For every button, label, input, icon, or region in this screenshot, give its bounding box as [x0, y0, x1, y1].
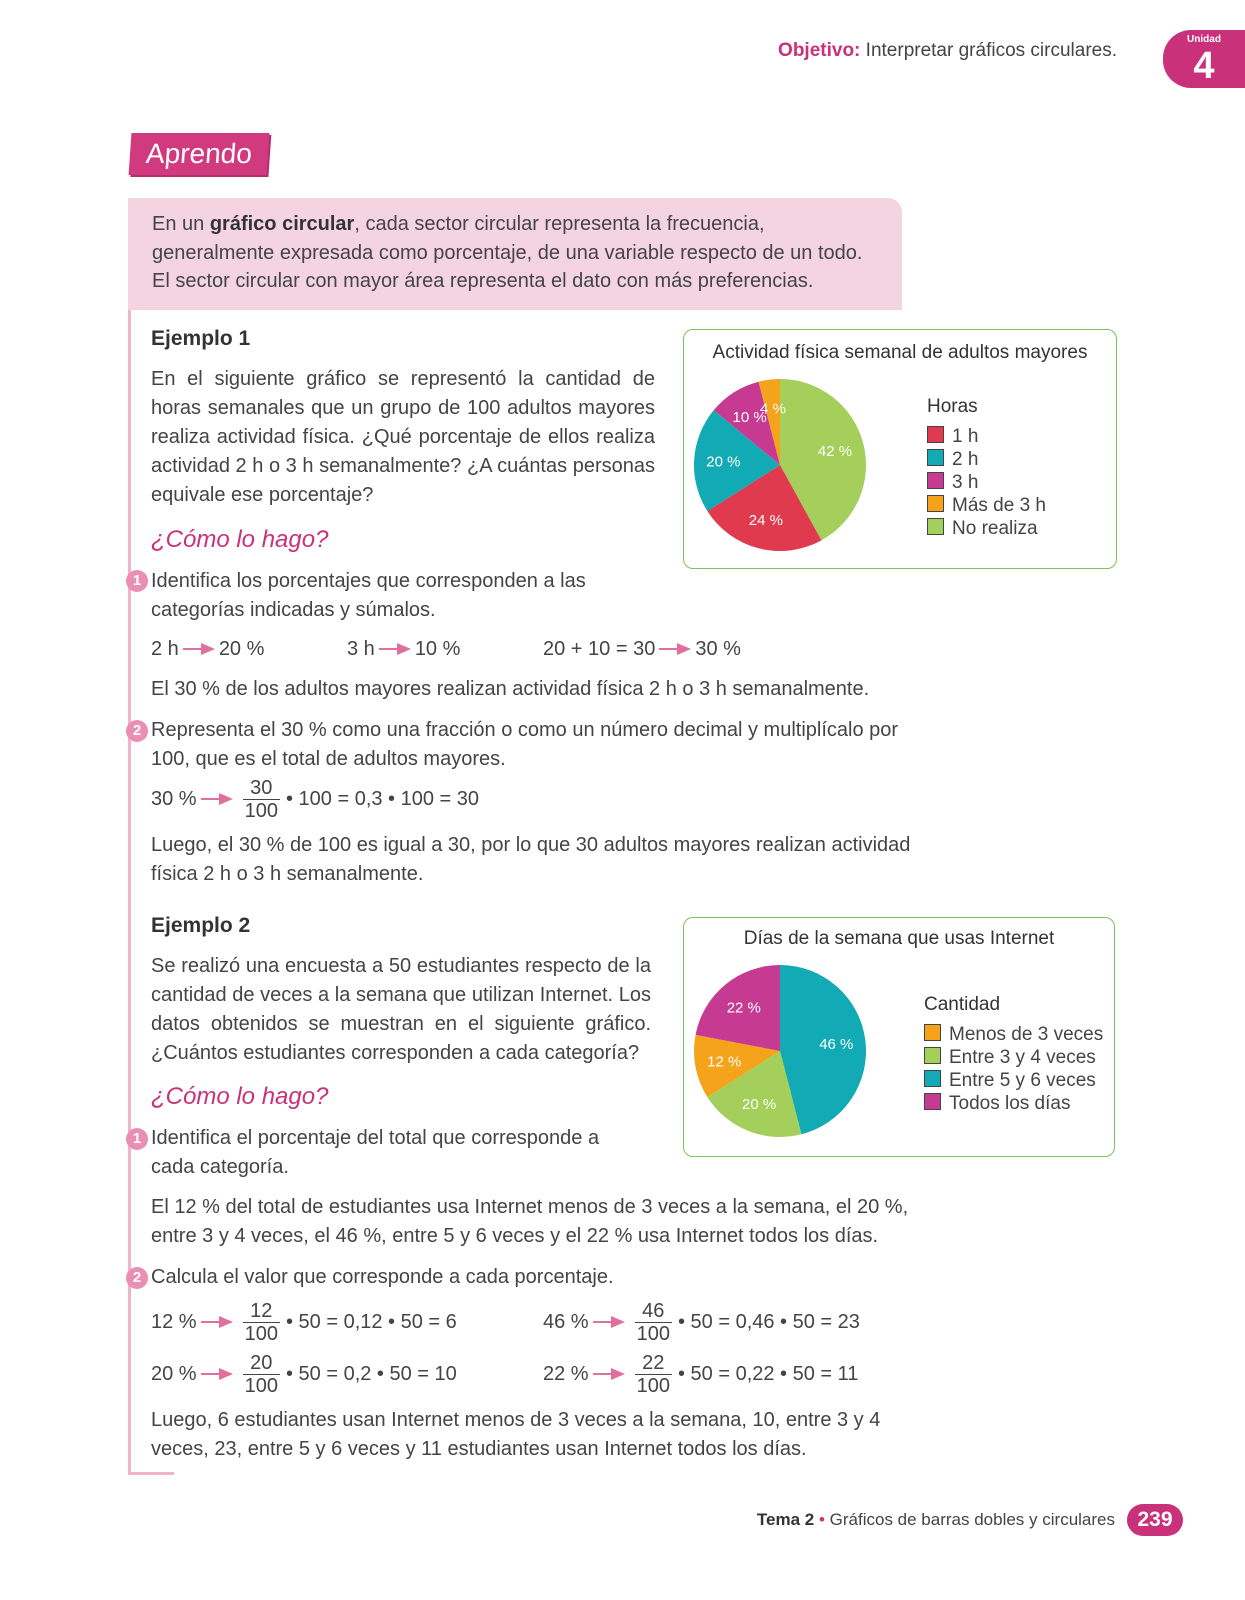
definition-post: , cada sector circular representa la frecuencia, generalmente expresada como porcentaje, de una variable respecto de un todo. El sector circular con mayor área representa el dato con más preferencias.: [152, 213, 863, 292]
arrow-icon: [593, 1363, 625, 1386]
definition-text: [152, 210, 882, 296]
unit-label: Unidad: [1187, 34, 1221, 45]
definition-term: gráfico circular: [209, 213, 355, 235]
chart1-pie: [692, 378, 882, 558]
legend-item: [924, 1092, 1103, 1115]
legend-label: No realiza: [952, 518, 1038, 539]
legend-label: Entre 3 y 4 veces: [949, 1047, 1096, 1068]
footer-topic: Tema 2: [756, 1510, 815, 1529]
chart2-pie: [692, 964, 882, 1144]
example2-step2-text: Calcula el valor que corresponde a cada porcentaje.: [151, 1266, 614, 1288]
fraction: [635, 1300, 672, 1345]
calc-46-left: 46 %: [543, 1310, 589, 1333]
legend-item: [927, 471, 1046, 494]
legend-item: [924, 1023, 1103, 1046]
objective-label: Objetivo:: [778, 40, 861, 61]
footer-bullet: •: [818, 1510, 825, 1529]
example2-step1-text: Identifica el porcentaje del total que corresponde a cada categoría.: [151, 1127, 600, 1178]
chart1-legend: [927, 425, 1046, 540]
legend-label: Entre 5 y 6 veces: [949, 1070, 1096, 1091]
fraction-numerator: 30: [243, 777, 280, 800]
slice-label: 20 %: [706, 453, 741, 471]
legend-item: [927, 517, 1046, 540]
fraction-numerator: 20: [243, 1352, 280, 1375]
example2-how: ¿Cómo lo hago?: [151, 1083, 329, 1110]
fraction-denominator: 100: [244, 1375, 278, 1397]
calc-fraction-30: [151, 777, 479, 822]
legend-item: [927, 448, 1046, 471]
legend-swatch: [924, 1070, 941, 1087]
step-badge: 2: [126, 1267, 148, 1289]
calc-12-left: 12 %: [151, 1310, 197, 1333]
calc-20: [151, 1352, 457, 1397]
chart2-legend: [924, 1023, 1103, 1115]
fraction-numerator: 22: [635, 1352, 672, 1375]
arrow-icon: [201, 788, 233, 811]
objective-text: Interpretar gráficos circulares.: [865, 40, 1117, 61]
legend-label: Menos de 3 veces: [949, 1024, 1104, 1045]
legend-item: [927, 494, 1046, 517]
legend-item: [924, 1046, 1103, 1069]
calc-46: [543, 1300, 860, 1345]
fraction: [243, 1300, 280, 1345]
slice-label: 46 %: [819, 1035, 854, 1053]
legend-label: Todos los días: [949, 1093, 1071, 1114]
example2-title: Ejemplo 2: [151, 914, 251, 937]
fraction-denominator: 100: [244, 1323, 278, 1345]
calc-3h-right: 10 %: [414, 638, 461, 660]
calc-2h-right: 20 %: [218, 638, 265, 660]
calc-sum-right: 30 %: [695, 638, 741, 660]
legend-swatch: [927, 518, 944, 535]
arrow-icon: [659, 638, 691, 661]
calc-3h: [347, 638, 460, 661]
chart2-title: Días de la semana que usas Internet: [743, 928, 1055, 949]
fraction: [635, 1352, 672, 1397]
calc-22-rest: • 50 = 0,22 • 50 = 11: [677, 1362, 859, 1385]
legend-item: [924, 1069, 1103, 1092]
legend-swatch: [927, 472, 944, 489]
fraction-numerator: 12: [243, 1300, 280, 1323]
calc-20-rest: • 50 = 0,2 • 50 = 10: [285, 1362, 457, 1385]
legend-item: [927, 425, 1046, 448]
legend-swatch: [927, 426, 944, 443]
legend-label: 3 h: [952, 472, 979, 493]
legend-label: 2 h: [952, 449, 979, 470]
calc-22-left: 22 %: [543, 1362, 589, 1385]
legend-swatch: [927, 495, 944, 512]
calc-46-rest: • 50 = 0,46 • 50 = 23: [677, 1310, 860, 1333]
calc-20-left: 20 %: [151, 1362, 197, 1385]
arrow-icon: [183, 638, 215, 661]
calc-2h-left: 2 h: [151, 638, 179, 660]
legend-swatch: [927, 449, 944, 466]
legend-swatch: [924, 1093, 941, 1110]
slice-label: 20 %: [742, 1095, 777, 1113]
fraction: [243, 1352, 280, 1397]
slice-label: 42 %: [817, 442, 853, 460]
calc-12: [151, 1300, 457, 1345]
fraction-denominator: 100: [244, 800, 278, 822]
arrow-icon: [593, 1311, 625, 1334]
example2-conclusion: Luego, 6 estudiantes usan Internet menos de 3 veces a la semana, 10, entre 3 y 4 veces, 23, entre 5 y 6 veces y 11 estudiantes usan Internet todos los días.: [151, 1409, 881, 1460]
legend-swatch: [924, 1047, 941, 1064]
example1-step2-text: Representa el 30 % como una fracción o como un número decimal y multiplícalo por 100, que es el total de adultos mayores.: [151, 719, 899, 770]
slice-label: 24 %: [748, 511, 783, 529]
chart1-box: [683, 329, 1117, 569]
example1-step1-text: Identifica los porcentajes que corresponden a las categorías indicadas y súmalos.: [151, 570, 586, 621]
example1-title: Ejemplo 1: [151, 327, 251, 350]
calc-2h: [151, 638, 264, 661]
fraction-numerator: 46: [635, 1300, 672, 1323]
arrow-icon: [379, 638, 411, 661]
arrow-icon: [201, 1363, 233, 1386]
chart1-title: Actividad física semanal de adultos mayores: [712, 342, 1088, 363]
step-badge: 2: [126, 720, 148, 742]
slice-label: 22 %: [726, 999, 761, 1017]
fraction-denominator: 100: [636, 1375, 670, 1397]
arrow-icon: [201, 1311, 233, 1334]
slice-label: 12 %: [707, 1053, 742, 1071]
bottom-line: [128, 1472, 174, 1475]
chart2-legend-title: Cantidad: [924, 994, 1001, 1015]
unit-tab: [1163, 30, 1245, 88]
example2-result: El 12 % del total de estudiantes usa Internet menos de 3 veces a la semana, el 20 %, entre 3 y 4 veces, el 46 %, entre 5 y 6 veces y el 22 % usa Internet todos los días.: [151, 1196, 909, 1247]
calc-22: [543, 1352, 858, 1397]
definition-pre: En un: [152, 213, 210, 235]
legend-label: 1 h: [952, 426, 979, 447]
slice-label: 4 %: [759, 400, 786, 418]
calc-frac-left: 30 %: [151, 787, 197, 810]
step-badge: 1: [126, 1128, 148, 1150]
slice-label: 10 %: [732, 409, 767, 427]
legend-swatch: [924, 1024, 941, 1041]
calc-3h-left: 3 h: [347, 638, 375, 660]
unit-number: 4: [1193, 45, 1215, 87]
example1-conclusion: Luego, el 30 % de 100 es igual a 30, por lo que 30 adultos mayores realizan actividad física 2 h o 3 h semanalmente.: [151, 834, 911, 885]
fraction-denominator: 100: [636, 1323, 670, 1345]
calc-sum-left: 20 + 10 = 30: [543, 638, 656, 660]
example1-how: ¿Cómo lo hago?: [151, 526, 329, 553]
calc-frac-rest: • 100 = 0,3 • 100 = 30: [285, 787, 480, 810]
calc-sum: [543, 638, 741, 661]
example1-text: En el siguiente gráfico se representó la cantidad de horas semanales que un grupo de 100 adultos mayores realiza actividad física. ¿Qué porcentaje de ellos realiza actividad 2 h o 3 h semanalmente? ¿A cuántas personas equivale ese porcentaje?: [151, 368, 655, 506]
section-title: Aprendo: [129, 133, 270, 175]
objective: [778, 40, 1117, 62]
chart2-box: [683, 917, 1115, 1157]
step-badge: 1: [126, 570, 148, 592]
fraction: [243, 777, 280, 822]
legend-label: Más de 3 h: [952, 495, 1046, 516]
page-number: 239: [1127, 1504, 1183, 1536]
footer-subtitle: Gráficos de barras dobles y circulares: [829, 1510, 1115, 1529]
calc-12-rest: • 50 = 0,12 • 50 = 6: [285, 1310, 457, 1333]
example1-result: El 30 % de los adultos mayores realizan actividad física 2 h o 3 h semanalmente.: [151, 678, 870, 700]
chart1-legend-title: Horas: [927, 396, 978, 417]
example2-text: Se realizó una encuesta a 50 estudiantes respecto de la cantidad de veces a la semana que utilizan Internet. Los datos obtenidos se muestran en el siguiente gráfico. ¿Cuántos estudiantes corresponden a cada categoría?: [151, 955, 651, 1064]
footer: [757, 1510, 1115, 1530]
